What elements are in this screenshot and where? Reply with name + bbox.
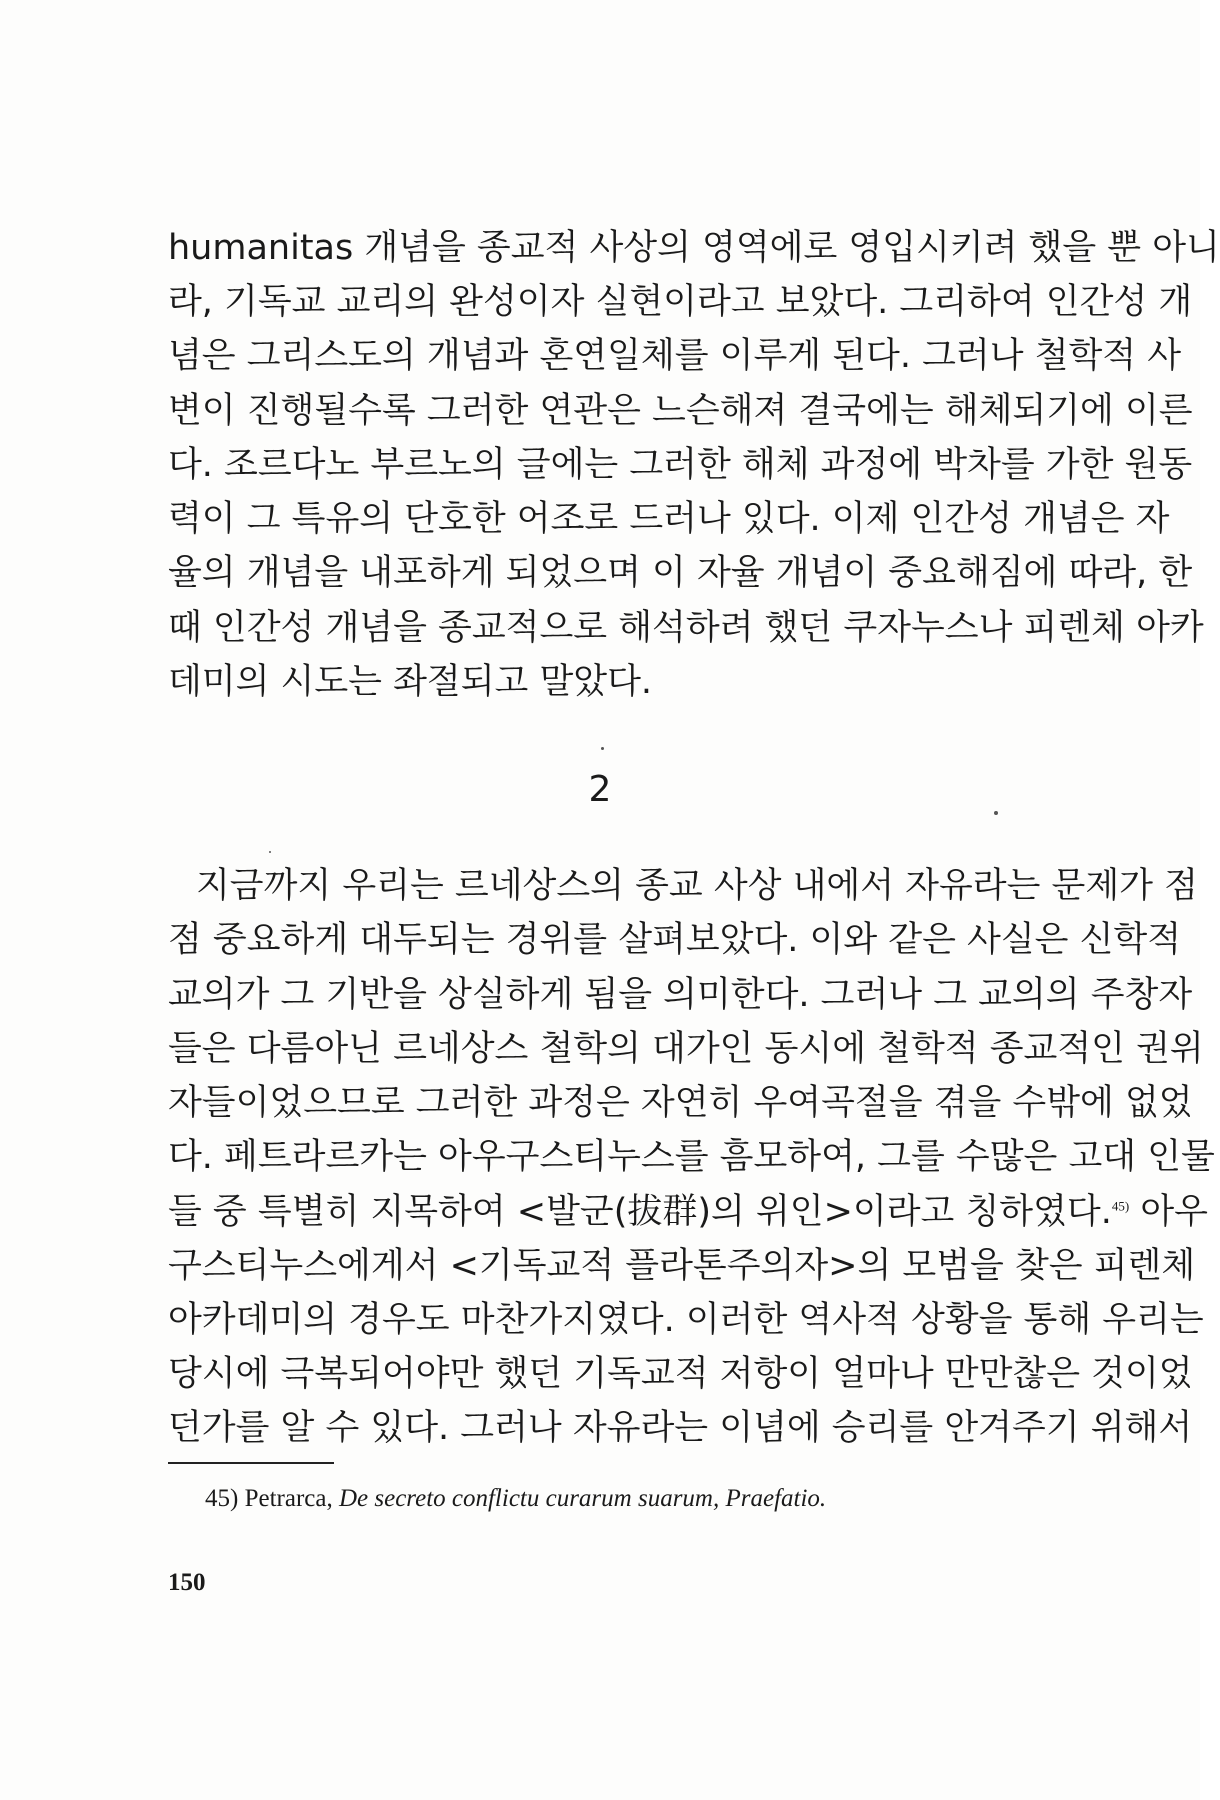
- scan-speck: [269, 851, 271, 853]
- text-line: 교의가 그 기반을 상실하게 됨을 의미한다. 그러나 그 교의의 주창자: [168, 975, 1193, 1015]
- text-segment: 아우: [1129, 1192, 1208, 1232]
- text-line: 지금까지 우리는 르네상스의 종교 사상 내에서 자유라는 문제가 점: [196, 866, 1198, 906]
- footnote-reference[interactable]: 45): [1111, 1198, 1130, 1214]
- text-segment: 들 중 특별히 지목하여 <발군(拔群)의 위인>이라고 칭하였다.: [168, 1192, 1112, 1232]
- text-line: 때 인간성 개념을 종교적으로 해석하려 했던 쿠자누스나 피렌체 아카: [168, 608, 1204, 648]
- page-number: 150: [168, 1569, 206, 1596]
- text-line: 당시에 극복되어야만 했던 기독교적 저항이 얼마나 만만찮은 것이었: [168, 1354, 1193, 1394]
- footnote-divider: [168, 1462, 334, 1464]
- footnote-number: 45) Petrarca,: [205, 1485, 339, 1512]
- section-number: 2: [588, 769, 612, 810]
- text-line: 들은 다름아닌 르네상스 철학의 대가인 동시에 철학적 종교적인 권위: [168, 1029, 1204, 1069]
- footnote: [205, 1484, 826, 1514]
- text-line: 변이 진행될수록 그러한 연관은 느슨해져 결국에는 해체되기에 이른: [168, 391, 1193, 431]
- text-line: 던가를 알 수 있다. 그러나 자유라는 이념에 승리를 안겨주기 위해서: [168, 1408, 1193, 1448]
- text-line: humanitas 개념을 종교적 사상의 영역에로 영입시키려 했을 뿐 아니: [168, 228, 1220, 268]
- text-line: 율의 개념을 내포하게 되었으며 이 자율 개념이 중요해짐에 따라, 한: [168, 553, 1193, 593]
- text-line: 다. 조르다노 부르노의 글에는 그러한 해체 과정에 박차를 가한 원동: [168, 445, 1193, 485]
- text-line: 념은 그리스도의 개념과 혼연일체를 이루게 된다. 그러나 철학적 사: [168, 336, 1182, 376]
- text-line-with-footnote-ref: [168, 1192, 1208, 1232]
- text-line: 데미의 시도는 좌절되고 말았다.: [168, 662, 653, 702]
- text-line: 자들이었으므로 그러한 과정은 자연히 우여곡절을 겪을 수밖에 없었: [168, 1083, 1193, 1123]
- footnote-title: De secreto conflictu curarum suarum, Praefatio.: [338, 1485, 827, 1512]
- text-line: 구스티누스에게서 <기독교적 플라톤주의자>의 모범을 찾은 피렌체: [168, 1246, 1196, 1286]
- text-line: 아카데미의 경우도 마찬가지였다. 이러한 역사적 상황을 통해 우리는: [168, 1300, 1204, 1340]
- text-line: 라, 기독교 교리의 완성이자 실현이라고 보았다. 그리하여 인간성 개: [168, 282, 1193, 322]
- text-line: 점 중요하게 대두되는 경위를 살펴보았다. 이와 같은 사실은 신학적: [168, 920, 1182, 960]
- text-line: 력이 그 특유의 단호한 어조로 드러나 있다. 이제 인간성 개념은 자: [168, 499, 1170, 539]
- text-line: 다. 페트라르카는 아우구스티누스를 흠모하여, 그를 수많은 고대 인물: [168, 1137, 1215, 1177]
- scan-speck: [994, 811, 998, 815]
- scan-speck: [601, 747, 604, 750]
